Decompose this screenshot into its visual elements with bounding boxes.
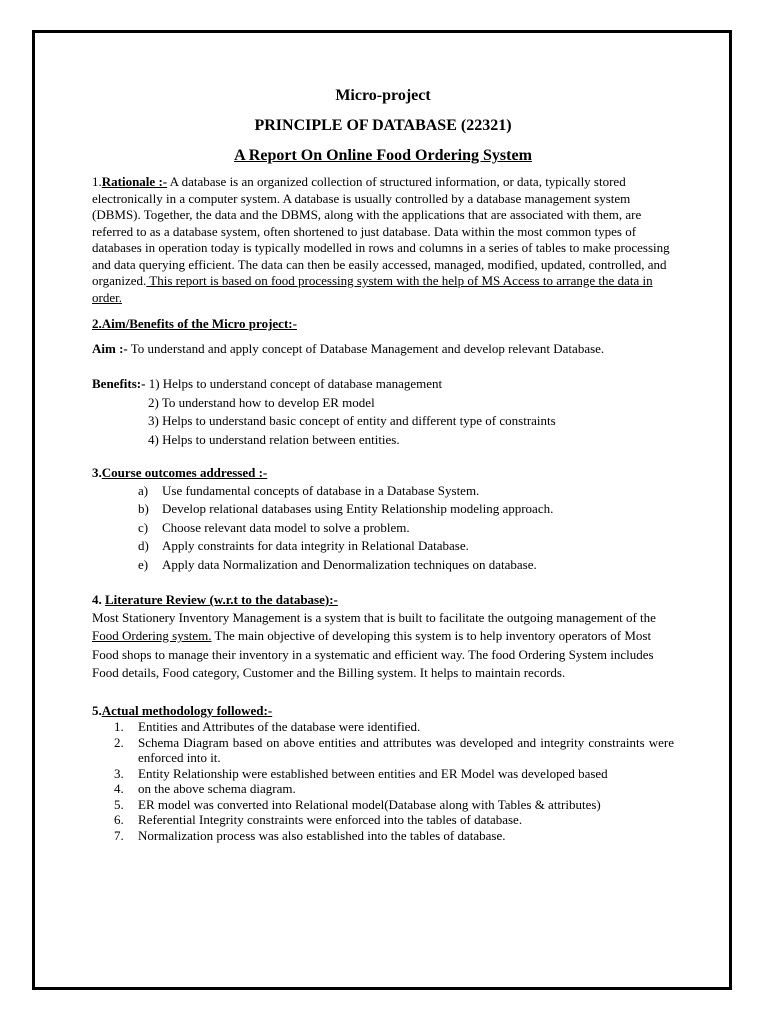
rationale-heading: Rationale :-: [101, 174, 168, 189]
document-title: Micro-project: [335, 87, 431, 104]
list-item: 3. Entity Relationship were established between entities and ER Model was developed based: [114, 765, 608, 781]
benefits-block: [92, 375, 674, 449]
list-item: 6. Referential Integrity constraints were enforced into the tables of database.: [114, 812, 523, 827]
benefits-label: Benefits:-: [92, 376, 146, 391]
methodology-heading: 5.Actual methodology followed:-: [92, 702, 273, 718]
list-item: 2. Schema Diagram based on above entities and attributes was developed and integrity constraints were enforced into it.: [114, 734, 674, 765]
rationale-paragraph: 1.Rationale :- A database is an organized collection of structured information, or data, typically stored electronically in a computer system. A database is usually controlled by a database management system (DBMS). Together, the data and the DBMS, along with the applications that are associated with them, are referred to as a database system, often shortened to just database. Data within the most common types of databases in operation today is typically modelled in rows and columns in a series of tables to make processing and data querying efficient. The data can then be easily accessed, managed, modified, updated, controlled, and organized. This report is based on food processing system with the help of MS Access to arrange the data in order.: [92, 174, 670, 305]
outcomes-heading: 3.Course outcomes addressed :-: [92, 465, 268, 480]
outcomes-list: [92, 482, 674, 575]
aim-paragraph: Aim :- To understand and apply concept of Database Management and develop relevant Database.: [92, 340, 605, 356]
list-item: a) Use fundamental concepts of database in a Database System.: [138, 482, 480, 498]
benefit-item: 4) Helps to understand relation between entities.: [148, 431, 400, 447]
list-item: d) Apply constraints for data integrity in Relational Database.: [138, 538, 469, 553]
subject-title: PRINCIPLE OF DATABASE (22321): [254, 117, 512, 134]
report-title: A Report On Online Food Ordering System: [234, 147, 532, 164]
list-item: 7. Normalization process was also established into the tables of database.: [114, 827, 506, 843]
document-body: [92, 86, 674, 843]
list-item: 5. ER model was converted into Relational model(Database along with Tables & attributes): [114, 796, 601, 812]
benefit-item: 1) Helps to understand concept of database management: [148, 376, 443, 391]
aim-heading: 2.Aim/Benefits of the Micro project:-: [92, 316, 297, 331]
benefit-item: 3) Helps to understand basic concept of entity and different type of constraints: [148, 413, 556, 428]
list-item: b) Develop relational databases using Entity Relationship modeling approach.: [138, 501, 554, 516]
benefit-item: 2) To understand how to develop ER model: [148, 394, 375, 410]
literature-heading: 4. Literature Review (w.r.t to the database):-: [92, 592, 338, 607]
methodology-list: [92, 719, 674, 843]
list-item: e) Apply data Normalization and Denormalization techniques on database.: [138, 556, 537, 572]
list-item: 1. Entities and Attributes of the database were identified.: [114, 719, 421, 734]
list-item: 4. on the above schema diagram.: [114, 781, 296, 796]
food-ordering-link-text: Food Ordering system.: [92, 628, 212, 643]
list-item: c) Choose relevant data model to solve a problem.: [138, 519, 410, 535]
literature-paragraph: Most Stationery Inventory Management is a system that is built to facilitate the outgoing management of the Food Ordering system. The main objective of developing this system is to help inventory operators of Most Food shops to manage their inventory in a systematic and efficient way. The food Ordering System includes Food details, Food category, Customer and the Billing system. It helps to maintain records.: [92, 609, 656, 680]
